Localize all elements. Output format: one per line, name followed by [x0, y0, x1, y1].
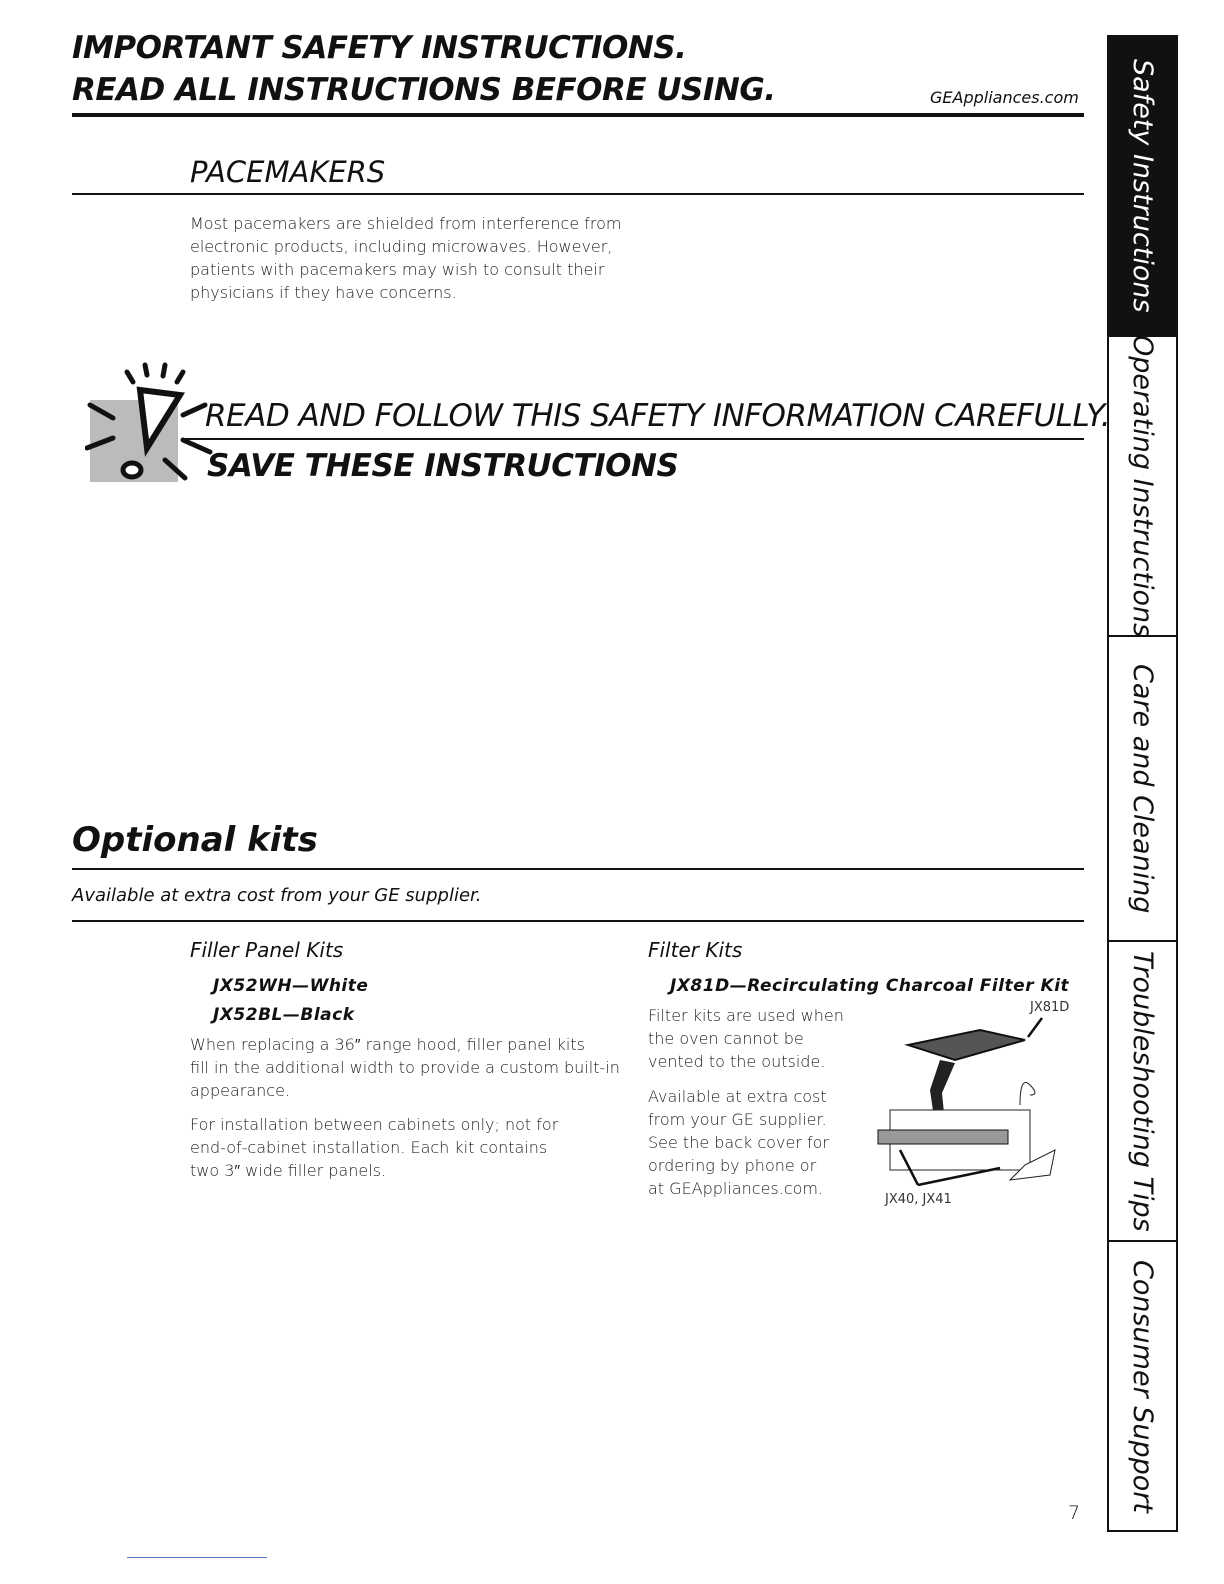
sidebar-tab-troubleshooting-tips[interactable]	[1107, 940, 1178, 1242]
header-line1: IMPORTANT SAFETY INSTRUCTIONS.	[72, 30, 687, 66]
tab-label: Consumer Support	[1127, 1259, 1158, 1513]
text-line: from your GE supplier.	[648, 1110, 827, 1129]
filter-model: JX81D—Recirculating Charcoal Filter Kit	[670, 976, 1070, 996]
optional-kits-title: Optional kits	[72, 820, 318, 860]
text-line: When replacing a 36″ range hood, filler panel kits	[190, 1035, 585, 1054]
tab-label: Troubleshooting Tips	[1127, 950, 1158, 1232]
sidebar-tab-care-and-cleaning[interactable]	[1107, 635, 1178, 942]
sidebar-tab-operating-instructions[interactable]	[1107, 335, 1178, 637]
text-line: Most pacemakers are shielded from interference from	[190, 214, 622, 233]
text-line: Filter kits are used when	[648, 1006, 844, 1025]
text-line: two 3″ wide filler panels.	[190, 1161, 387, 1180]
filler-para1	[190, 1033, 620, 1102]
pacemakers-text	[190, 212, 621, 304]
text-line: ordering by phone or	[648, 1156, 817, 1175]
text-line: See the back cover for	[648, 1133, 829, 1152]
pacemakers-title: PACEMAKERS	[190, 155, 386, 189]
exclamation-warning-icon	[85, 360, 215, 485]
tab-label: Safety Instructions	[1127, 59, 1158, 313]
filler-title: Filler Panel Kits	[190, 938, 344, 962]
text-line: Available at extra cost	[648, 1087, 827, 1106]
text-line: end-of-cabinet installation. Each kit contains	[190, 1138, 548, 1157]
filler-model: JX52WH—White	[213, 976, 369, 996]
text-line: appearance.	[190, 1081, 291, 1100]
tab-label: Operating Instructions	[1127, 334, 1158, 638]
divider	[72, 193, 1084, 195]
text-line: the oven cannot be	[648, 1029, 804, 1048]
text-line: at GEAppliances.com.	[648, 1179, 824, 1198]
filler-model: JX52BL—Black	[213, 1005, 355, 1025]
header-rule	[72, 113, 1084, 117]
optional-kits-subtitle: Available at extra cost from your GE supplier.	[72, 885, 482, 906]
website-link[interactable]: GEAppliances.com	[930, 88, 1079, 107]
label-jx40-jx41: JX40, JX41	[885, 1192, 952, 1207]
text-line: electronic products, including microwaves. However,	[190, 237, 613, 256]
warning-line1: READ AND FOLLOW THIS SAFETY INFORMATION CAREFULLY.	[205, 398, 1111, 434]
page-number: 7	[1068, 1502, 1081, 1524]
sidebar-tab-consumer-support[interactable]	[1107, 1240, 1178, 1532]
sidebar-tab-safety-instructions[interactable]	[1107, 35, 1178, 337]
text-line: fill in the additional width to provide a custom built-in	[190, 1058, 620, 1077]
divider	[72, 920, 1084, 922]
text-line: vented to the outside.	[648, 1052, 826, 1071]
warning-line2: SAVE THESE INSTRUCTIONS	[207, 448, 679, 484]
filter-title: Filter Kits	[648, 938, 743, 962]
filter-para1	[648, 1004, 844, 1073]
filler-para2	[190, 1113, 558, 1182]
text-line: physicians if they have concerns.	[190, 283, 457, 302]
text-line: For installation between cabinets only; not for	[190, 1115, 559, 1134]
divider	[72, 868, 1084, 870]
divider	[185, 438, 1084, 440]
filter-kit-illustration	[870, 1015, 1060, 1190]
label-jx81d: JX81D	[1030, 1000, 1070, 1015]
divider	[127, 1557, 267, 1558]
text-line: patients with pacemakers may wish to consult their	[190, 260, 605, 279]
filter-para2	[648, 1085, 829, 1200]
tab-label: Care and Cleaning	[1127, 663, 1158, 914]
header-line2: READ ALL INSTRUCTIONS BEFORE USING.	[72, 72, 776, 108]
